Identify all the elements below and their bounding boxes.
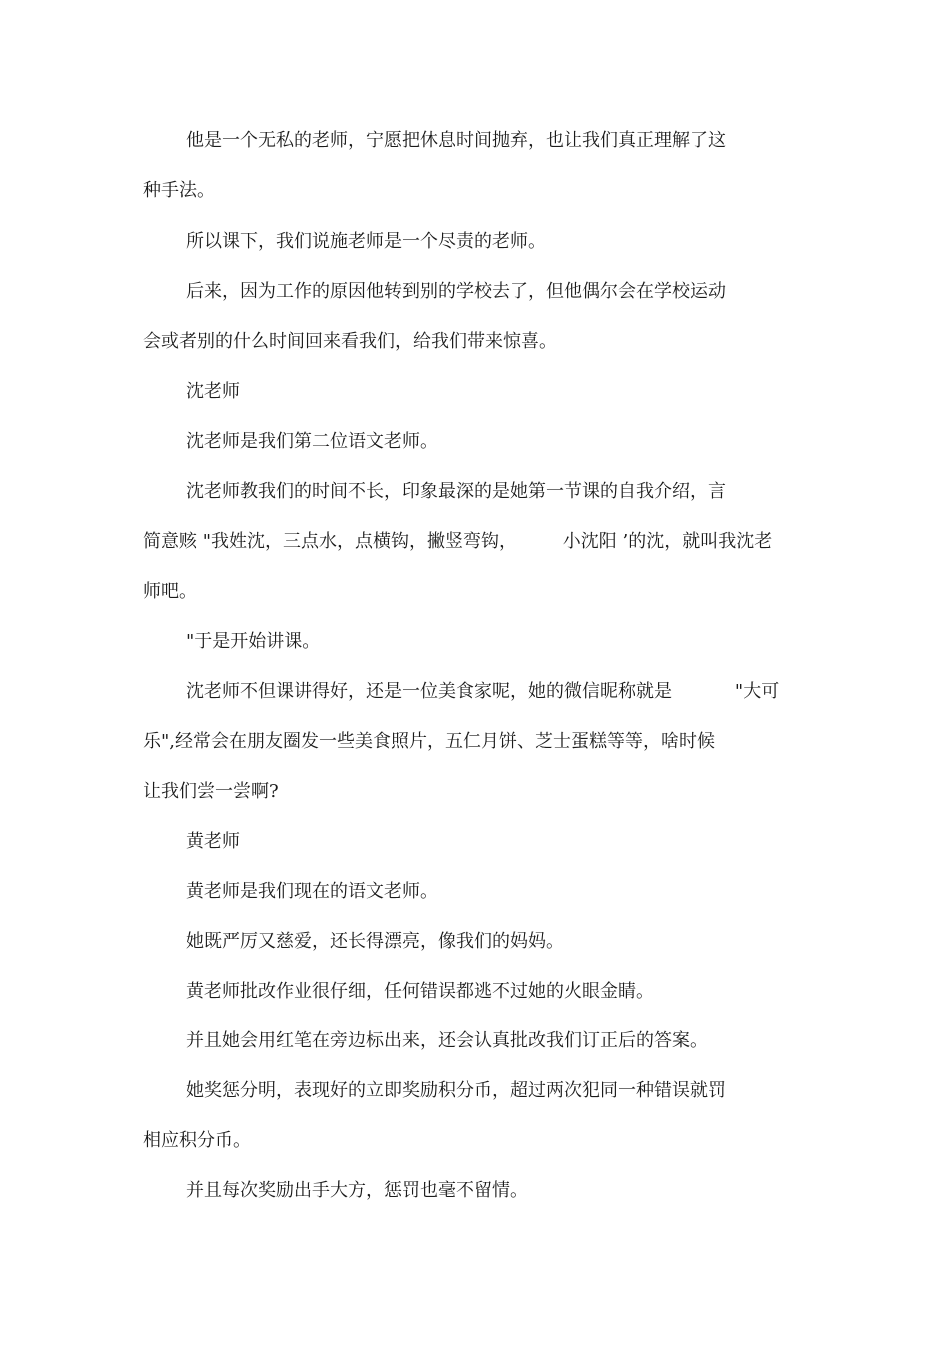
paragraph-line: 沈老师不但课讲得好，还是一位美食家呢，她的微信昵称就是 "大可: [186, 681, 780, 702]
paragraph-line: 沈老师是我们第二位语文老师。: [186, 431, 438, 452]
paragraph-line: 让我们尝一尝啊?: [143, 781, 279, 802]
paragraph-line: 会或者别的什么时间回来看我们，给我们带来惊喜。: [143, 331, 557, 352]
paragraph-line: "于是开始讲课。: [186, 631, 321, 652]
paragraph-line: 沈老师教我们的时间不长，印象最深的是她第一节课的自我介绍，言: [186, 481, 726, 502]
section-heading: 黄老师: [186, 831, 240, 852]
paragraph-line: 黄老师批改作业很仔细，任何错误都逃不过她的火眼金睛。: [186, 981, 654, 1002]
paragraph-line: 她奖惩分明，表现好的立即奖励积分币，超过两次犯同一种错误就罚: [186, 1080, 726, 1101]
paragraph-line: 并且她会用红笔在旁边标出来，还会认真批改我们订正后的答案。: [186, 1030, 708, 1051]
section-heading: 沈老师: [186, 381, 240, 402]
paragraph-line: 黄老师是我们现在的语文老师。: [186, 881, 438, 902]
paragraph-line: 她既严厉又慈爱，还长得漂亮，像我们的妈妈。: [186, 931, 564, 952]
paragraph-line: 相应积分币。: [143, 1130, 251, 1151]
paragraph-line: 他是一个无私的老师，宁愿把休息时间抛弃，也让我们真正理解了这: [186, 130, 726, 151]
paragraph-line: 乐",经常会在朋友圈发一些美食照片，五仁月饼、芝士蛋糕等等，啥时候: [143, 731, 715, 752]
paragraph-line: 种手法。: [143, 180, 215, 201]
paragraph-line: 简意赅 "我姓沈，三点水，点横钩，撇竖弯钩， 小沈阳 ’的沈，就叫我沈老: [143, 531, 773, 552]
paragraph-line: 师吧。: [143, 581, 197, 602]
paragraph-line: 所以课下，我们说施老师是一个尽责的老师。: [186, 231, 546, 252]
paragraph-line: 并且每次奖励出手大方，惩罚也毫不留情。: [186, 1180, 528, 1201]
paragraph-line: 后来，因为工作的原因他转到别的学校去了，但他偶尔会在学校运动: [186, 281, 726, 302]
